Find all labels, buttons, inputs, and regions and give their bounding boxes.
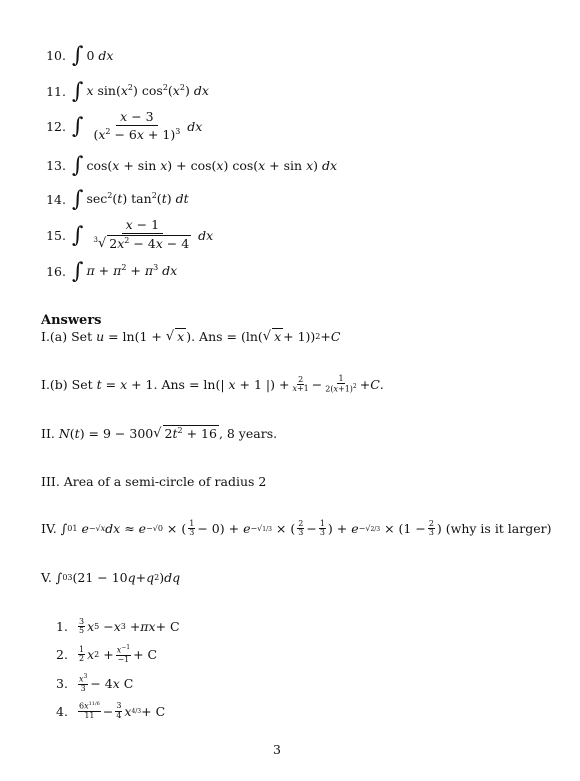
integral-sign: ∫ (72, 259, 84, 284)
answer-v: V. ∫ 0 3 (21 − 10 q + q 2 ) dq (41, 570, 181, 585)
problem-number: 15. (46, 227, 66, 243)
problem-16 (0, 260, 177, 282)
list-number: 3. (56, 676, 68, 692)
list-item: 3. $x^3$ 3 − 4 x C (56, 673, 134, 694)
problem-13 (0, 154, 337, 176)
problem-expression: 0 dx (86, 47, 114, 63)
problem-expression: $\pi + \pi^2 + \pi^3$ dx (86, 263, 178, 279)
answer-text: Area of a semi-circle of radius 2 (63, 474, 267, 489)
problem-12: 12. ∫ $\frac{x - 3}{(x^2 - 6x + 1)^3}$ dx (0, 110, 202, 143)
problem-expression: x $\sin(x^2)$ $\cos^2(x^2)$ dx (86, 83, 209, 99)
problem-number: 12. (46, 118, 66, 134)
answer-label: I.(b) (41, 377, 68, 393)
answer-ii: II. N ( t ) = 9 − 300 √ $2t^2 + 16$ , 8 years. (41, 425, 278, 442)
problem-number: 16. (46, 263, 66, 279)
list-item: 2. 1 2 x 2 + $x^{-1}$ −1 + C (56, 644, 158, 665)
answer-label: IV. (41, 521, 57, 537)
problem-number: 13. (46, 157, 66, 173)
answer-ia: I.(a) Set u = ln(1 + √ x ). Ans = (ln( √ x + 1)) 2 + C (41, 328, 341, 344)
answer-word: Ans (161, 377, 185, 393)
integral-sign: ∫ (72, 187, 84, 212)
answers-heading: Answers (41, 313, 102, 328)
integral-sign: ∫ (72, 114, 84, 140)
problem-expression: $\sec^2(t)$ $\tan^2(t)$ dt (86, 191, 189, 207)
list-item: 4. $6x^{11/6}$ 11 − 3 4 x 4/3 + C (56, 701, 166, 721)
integral-sign: ∫ (72, 223, 84, 249)
integral-sign: ∫ (72, 43, 84, 68)
problem-14 (0, 188, 189, 210)
answer-label: II. (41, 425, 55, 441)
answer-word: Ans (199, 328, 223, 344)
list-number: 1. (56, 619, 68, 635)
problem-expression: cos(x + sin x) + cos(x) cos(x + sin x) dx (86, 157, 338, 173)
problem-fraction: $\frac{x - 1}{^3√ 2x^2 - 4x - 4}$ (93, 217, 190, 252)
answer-text: , 8 years. (218, 425, 278, 441)
answer-word: Set (71, 328, 93, 344)
answer-note: (why is it larger) (445, 521, 552, 537)
answer-label: III. (41, 474, 60, 489)
problem-number: 14. (46, 191, 66, 207)
problem-fraction: $\frac{x - 3}{(x^2 - 6x + 1)^3}$ (93, 109, 181, 143)
answer-label: I.(a) (41, 328, 68, 344)
problem-number: 11. (46, 83, 66, 99)
integral-sign: ∫ (72, 79, 84, 104)
answer-word: Set (71, 377, 93, 393)
answer-iii (41, 474, 266, 489)
integral-sign: ∫ (72, 153, 84, 178)
page-number: 3 (273, 742, 281, 757)
answer-label: V. (41, 570, 52, 585)
answer-ib: I.(b) Set t = x + 1. Ans = ln(| x + 1 |) + 2 x+1 − 1 $2(x+1)^2$ + C . (41, 374, 384, 395)
problem-10 (0, 44, 113, 66)
list-number: 4. (56, 703, 68, 719)
answer-iv: IV. ∫ 0 1 e −√x dx ≈ e −√0 × ( 1 3 − 0) + e −√1/3 × ( 2 3 − 1 3 ) + e −√2/3 × (1 − 2 3 ) (why is it larger) (41, 519, 552, 538)
list-item: 1. 3 5 x 5 − x 3 + πx + C (56, 617, 180, 636)
list-number: 2. (56, 647, 68, 663)
problem-11 (0, 80, 209, 102)
problem-number: 10. (46, 47, 66, 63)
problem-15: 15. ∫ $\frac{x - 1}{^3√ 2x^2 - 4x - 4}$ dx (0, 218, 213, 252)
